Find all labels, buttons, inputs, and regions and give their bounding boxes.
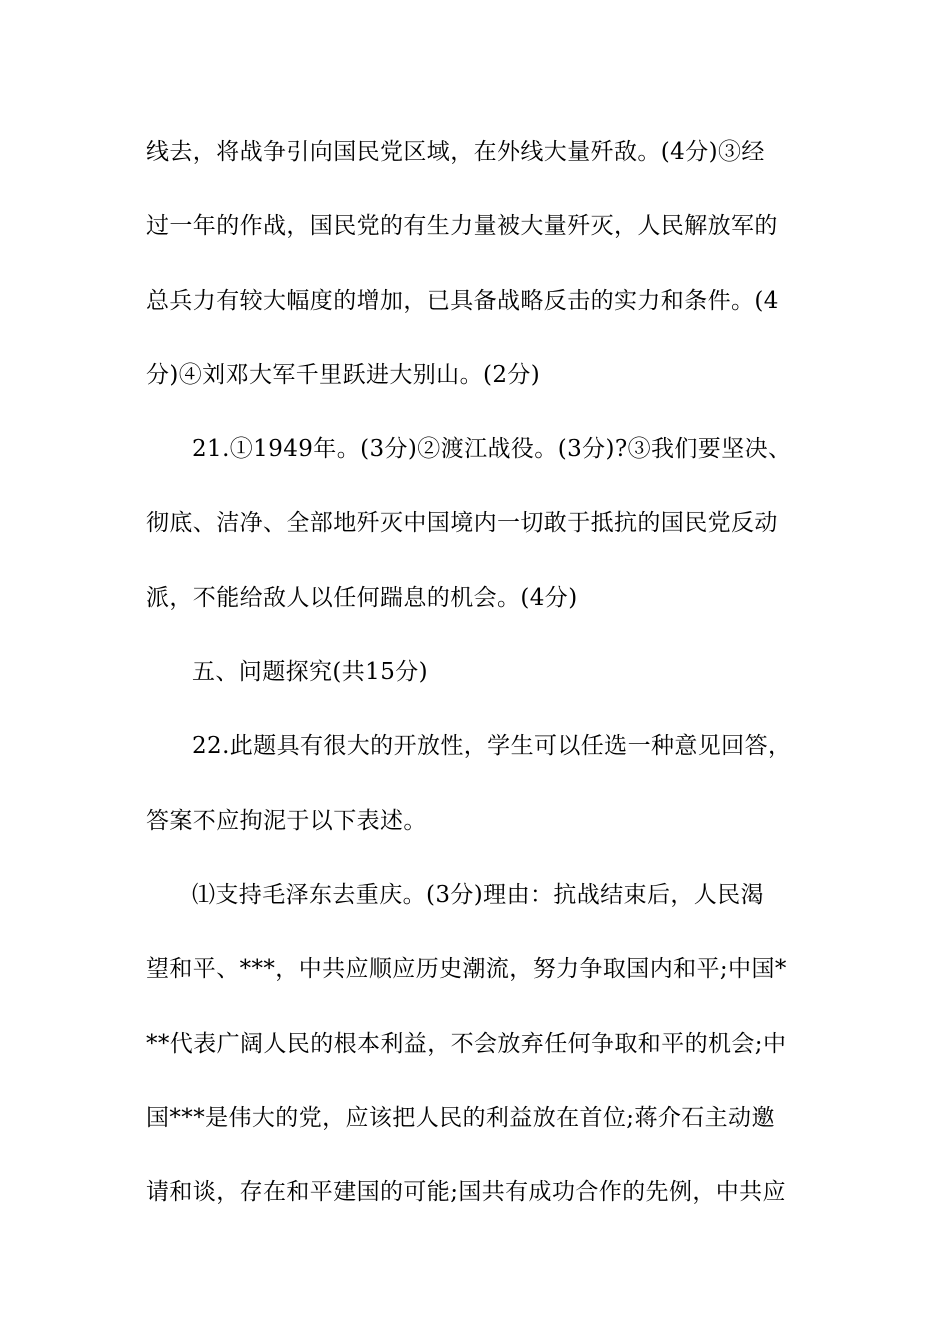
text-line: 过一年的作战，国民党的有生力量被大量歼灭，人民解放军的 bbox=[146, 213, 778, 239]
text-line: 国***是伟大的党，应该把人民的利益放在首位;蒋介石主动邀 bbox=[146, 1105, 775, 1131]
text-line: 总兵力有较大幅度的增加，已具备战略反击的实力和条件。(4 bbox=[146, 288, 779, 314]
text-line: 分)④刘邓大军千里跃进大别山。(2分) bbox=[146, 362, 541, 388]
text-line: 线去，将战争引向国民党区域，在外线大量歼敌。(4分)③经 bbox=[146, 139, 765, 165]
section-heading: 五、问题探究(共15分) bbox=[192, 659, 429, 685]
text-line: 答案不应拘泥于以下表述。 bbox=[146, 808, 427, 834]
text-line: 彻底、洁净、全部地歼灭中国境内一切敢于抵抗的国民党反动 bbox=[146, 510, 778, 536]
paragraph-item-1-start: ⑴支持毛泽东去重庆。(3分)理由：抗战结束后，人民渴 bbox=[192, 882, 764, 908]
text-line: 派，不能给敌人以任何踹息的机会。(4分) bbox=[146, 585, 578, 611]
text-line: 请和谈，存在和平建国的可能;国共有成功合作的先例，中共应 bbox=[146, 1179, 786, 1205]
text-line: 望和平、***，中共应顺应历史潮流，努力争取国内和平;中国* bbox=[146, 956, 787, 982]
paragraph-21-start: 21.①1949年。(3分)②渡江战役。(3分)?③我们要坚决、 bbox=[192, 436, 792, 462]
text-line: **代表广阔人民的根本利益，不会放弃任何争取和平的机会;中 bbox=[146, 1031, 787, 1057]
paragraph-22-start: 22.此题具有很大的开放性，学生可以任选一种意见回答， bbox=[192, 733, 792, 759]
